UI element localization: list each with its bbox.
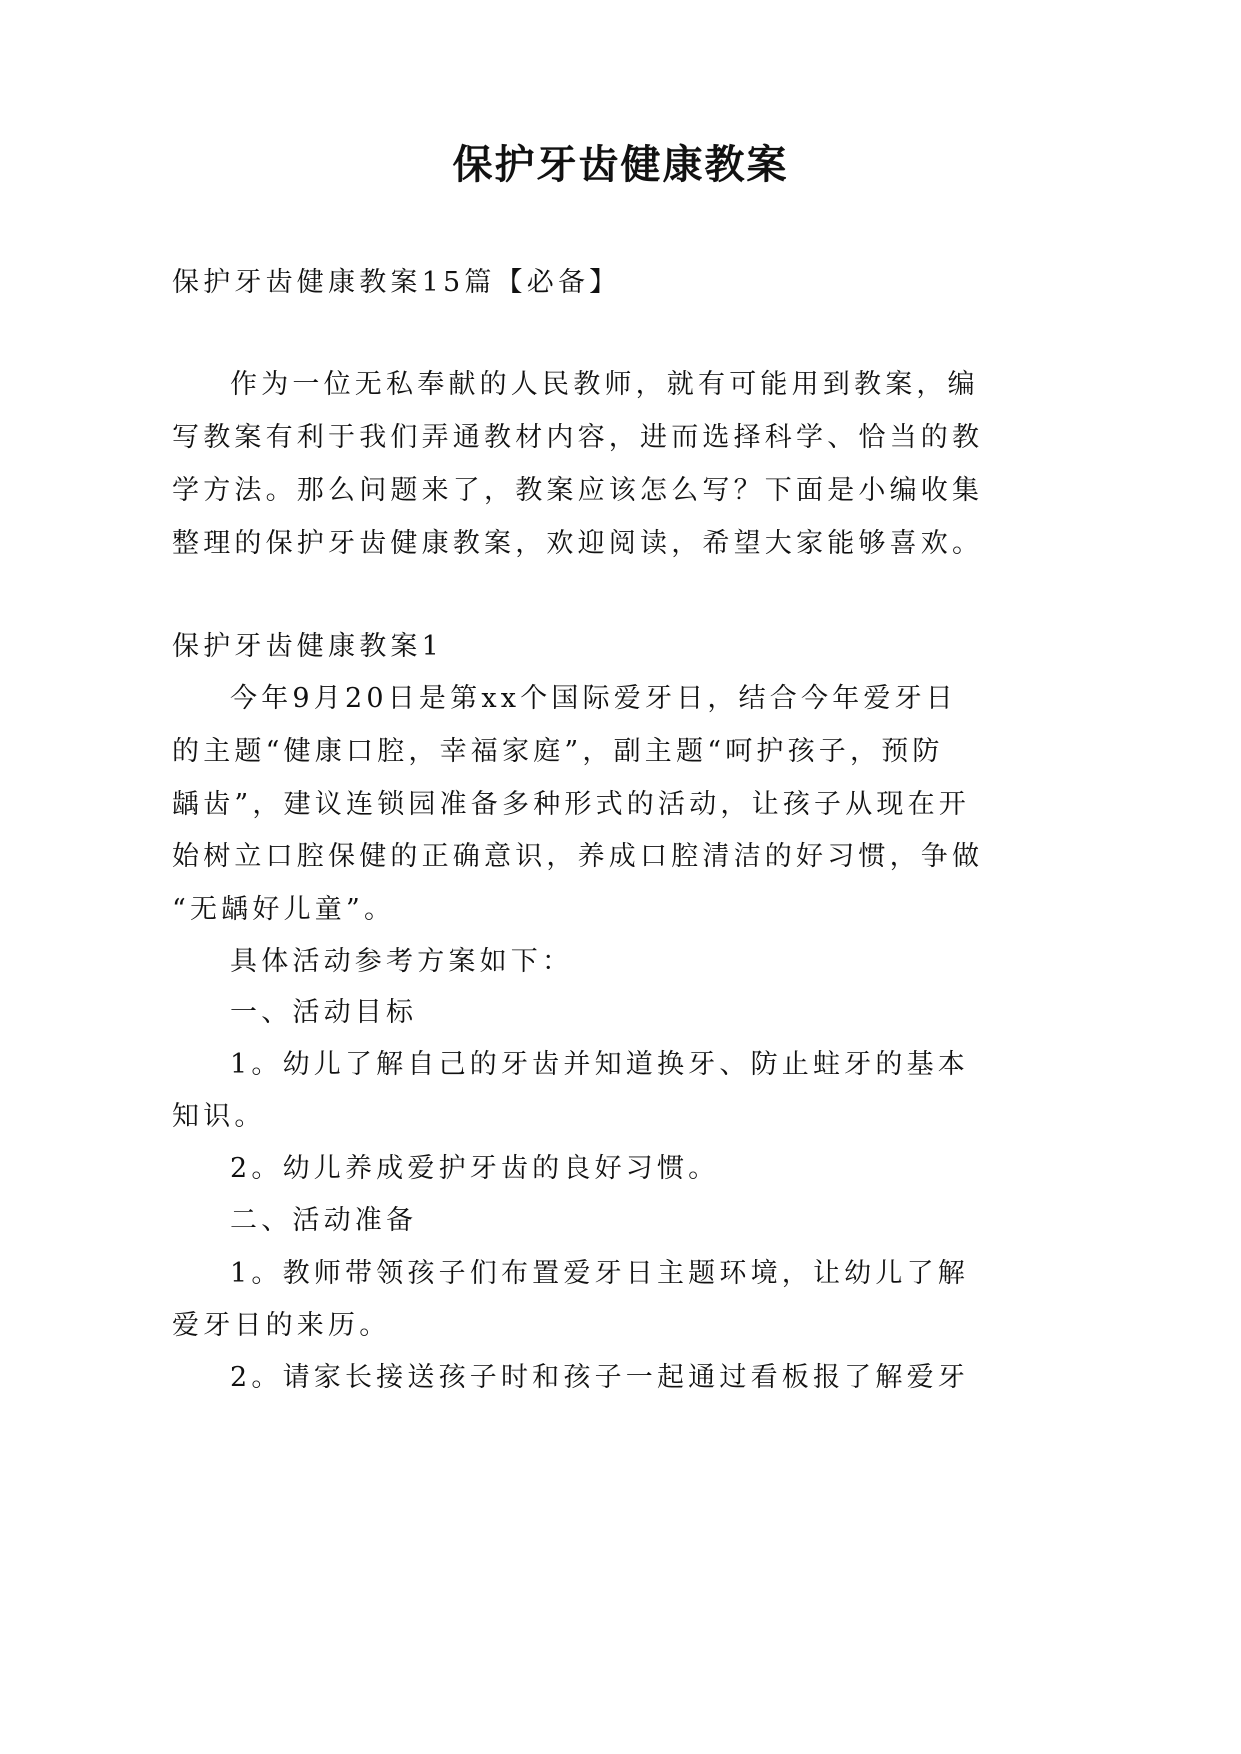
body-line: 2。请家长接送孩子时和孩子一起通过看板报了解爱牙	[230, 1362, 969, 1393]
intro-line: 整理的保护牙齿健康教案，欢迎阅读，希望大家能够喜欢。	[172, 528, 984, 559]
body-line: 龋齿”，建议连锁园准备多种形式的活动，让孩子从现在开	[172, 789, 971, 820]
body-line: 1。教师带领孩子们布置爱牙日主题环境，让幼儿了解	[230, 1258, 969, 1289]
body-line: 爱牙日的来历。	[172, 1310, 391, 1341]
document-title: 保护牙齿健康教案	[452, 141, 789, 188]
intro-line: 作为一位无私奉献的人民教师，就有可能用到教案，编	[230, 369, 979, 400]
body-line: 今年9月20日是第xx个国际爱牙日，结合今年爱牙日	[230, 683, 957, 714]
body-line: “无龋好儿童”。	[172, 894, 396, 925]
body-line: 具体活动参考方案如下：	[230, 946, 574, 977]
body-line: 一、活动目标	[230, 997, 418, 1028]
body-line: 始树立口腔保健的正确意识，养成口腔清洁的好习惯，争做	[172, 841, 984, 872]
intro-line: 写教案有利于我们弄通教材内容，进而选择科学、恰当的教	[172, 422, 984, 453]
body-line: 二、活动准备	[230, 1205, 418, 1236]
body-line: 知识。	[172, 1101, 266, 1132]
body-line: 1。幼儿了解自己的牙齿并知道换牙、防止蛀牙的基本	[230, 1049, 969, 1080]
section-heading: 保护牙齿健康教案1	[172, 631, 443, 662]
body-line: 2。幼儿养成爱护牙齿的良好习惯。	[230, 1153, 720, 1184]
body-line: 的主题“健康口腔，幸福家庭”，副主题“呵护孩子，预防	[172, 736, 944, 767]
document-subtitle: 保护牙齿健康教案15篇【必备】	[172, 267, 621, 298]
intro-line: 学方法。那么问题来了，教案应该怎么写？下面是小编收集	[172, 475, 984, 506]
